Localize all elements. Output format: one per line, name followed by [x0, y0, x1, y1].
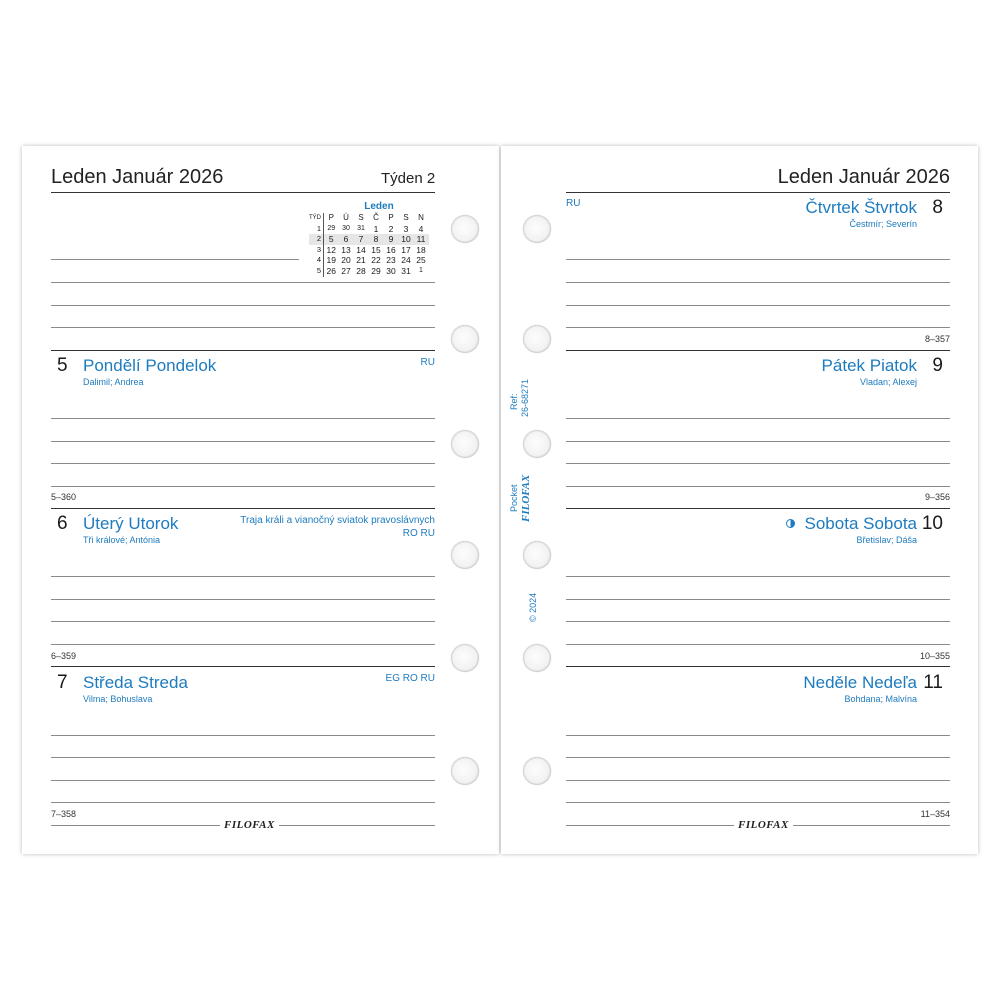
note-line: [566, 599, 950, 600]
size-label: Pocket: [509, 484, 519, 512]
note-line: [566, 576, 950, 577]
mini-calendar-day: 29: [371, 265, 381, 276]
week-number: 3: [309, 245, 324, 256]
day-of-year: 6–359: [51, 651, 77, 661]
binder-hole: [451, 325, 479, 353]
mini-calendar-day: 25: [416, 255, 426, 266]
binder-hole: [523, 325, 551, 353]
note-line: [51, 463, 435, 464]
note-line: [566, 282, 950, 283]
note-line: [51, 418, 435, 419]
note-line: [51, 327, 435, 328]
day-number: 5: [57, 355, 68, 376]
day-separator: [566, 350, 950, 351]
day-name: Pondělí Pondelok: [83, 356, 217, 375]
note-line: [566, 305, 950, 306]
week-number: 2: [309, 234, 324, 245]
note-line: [566, 757, 950, 758]
note-line: [51, 282, 435, 283]
week-label: Týden 2: [381, 170, 436, 187]
mini-calendar-day: 9: [384, 234, 399, 245]
ref-label: Ref:: [509, 393, 519, 410]
note-line: [566, 441, 950, 442]
mini-calendar-day: 30: [342, 224, 350, 232]
day-of-year: 11–354: [920, 809, 950, 819]
mini-calendar-day: 12: [326, 244, 336, 255]
day-number: 11: [923, 672, 943, 693]
note-line: [51, 621, 435, 622]
day-name: Pátek Piatok: [821, 356, 917, 375]
weekday-header: N: [418, 213, 424, 222]
copyright-text: © 2024: [528, 592, 538, 622]
mini-calendar-current-week-row: [309, 234, 429, 245]
country-codes: RU: [566, 198, 581, 209]
day-name: Úterý Utorok: [83, 514, 179, 533]
mini-calendar-week-row: [309, 255, 429, 266]
day-of-year: 10–355: [919, 651, 950, 661]
day-of-year: 7–358: [51, 809, 77, 819]
note-line: [51, 576, 435, 577]
mini-calendar-day: 15: [371, 244, 381, 255]
day-number: 8: [932, 197, 943, 218]
weekday-header: S: [403, 213, 409, 222]
week-number: 1: [309, 224, 324, 235]
mini-calendar-day: 18: [416, 244, 426, 255]
weekday-header: Ú: [343, 213, 349, 222]
note-line: [566, 780, 950, 781]
note-line: [51, 486, 435, 487]
mini-calendar-week-row: [309, 266, 429, 277]
binder-hole: [451, 644, 479, 672]
mini-calendar-day: 7: [354, 234, 369, 245]
mini-calendar-day: 10: [399, 234, 414, 245]
name-days: Čestmír; Severín: [849, 219, 917, 229]
mini-calendar-day: 27: [341, 265, 351, 276]
filofax-logo: FILOFAX: [220, 819, 279, 831]
day-separator: [51, 666, 435, 667]
name-days: Břetislav; Dáša: [856, 535, 917, 545]
day-name: Sobota Sobota: [804, 514, 917, 533]
day-separator: [51, 350, 435, 351]
country-codes: RU: [420, 357, 435, 368]
mini-calendar-day: 8: [369, 234, 384, 245]
binder-hole: [523, 644, 551, 672]
mini-calendar-day: 24: [401, 255, 411, 266]
day-number: 7: [57, 672, 68, 693]
right-month-title: Leden Január 2026: [777, 166, 950, 188]
mini-calendar-day: 13: [341, 244, 351, 255]
note-line: [566, 735, 950, 736]
mini-calendar-day: 2: [388, 223, 394, 234]
mini-calendar-day: 29: [327, 224, 336, 232]
day-name: Čtvrtek Štvrtok: [805, 198, 917, 217]
mini-calendar-day: 31: [401, 265, 411, 276]
note-line: [566, 259, 950, 260]
weekday-header: P: [328, 213, 334, 222]
day-separator: [566, 666, 950, 667]
binder-hole: [451, 215, 479, 243]
day-separator: [566, 508, 950, 509]
mini-calendar-day: 14: [356, 244, 366, 255]
ref-code: 26-68271: [520, 378, 530, 417]
mini-calendar-header-row: [309, 213, 429, 224]
name-days: Tři králové; Antónia: [83, 535, 161, 545]
weekday-header: S: [358, 213, 364, 222]
binder-hole: [523, 757, 551, 785]
note-line: [566, 621, 950, 622]
mini-calendar: [309, 200, 435, 277]
note-line: [51, 441, 435, 442]
holiday-text: Traja králi a vianočný sviatok pravoslávnych: [240, 515, 435, 526]
mini-calendar-day: 17: [401, 244, 411, 255]
mini-calendar-day: 6: [339, 234, 354, 245]
day-name: Neděle Nedeľa: [803, 673, 917, 692]
mini-calendar-day: 4: [418, 223, 424, 234]
mini-calendar-title: Leden: [364, 201, 394, 212]
name-days: Bohdana; Malvína: [844, 694, 917, 704]
binder-hole: [451, 430, 479, 458]
day-name: Středa Streda: [83, 673, 188, 692]
mini-calendar-day: 3: [403, 223, 409, 234]
name-days: Vladan; Alexej: [859, 377, 917, 387]
left-month-title: Leden Január 2026: [51, 166, 224, 188]
note-line: [566, 327, 950, 328]
name-days: Dalimil; Andrea: [83, 377, 144, 387]
binder-hole: [451, 541, 479, 569]
left-header-rule: [51, 192, 435, 193]
spine-filofax-logo: FILOFAX: [520, 474, 532, 522]
right-page: [501, 146, 978, 854]
day-number: 9: [932, 355, 943, 376]
mini-calendar-day: 5: [324, 234, 339, 245]
binder-hole: [523, 541, 551, 569]
right-header-rule: [566, 192, 950, 193]
note-line: [51, 757, 435, 758]
note-line: [566, 486, 950, 487]
note-line: [51, 599, 435, 600]
mini-calendar-day: 21: [356, 255, 366, 266]
mini-calendar-day: 16: [386, 244, 396, 255]
mini-calendar-day: 1: [373, 223, 379, 234]
note-line: [566, 463, 950, 464]
day-separator: [51, 508, 435, 509]
mini-calendar-day: 11: [414, 234, 429, 245]
binder-hole: [523, 215, 551, 243]
moon-phase-icon: [786, 519, 795, 528]
day-of-year: 8–357: [924, 334, 950, 344]
note-line: [566, 644, 950, 645]
note-line: [566, 802, 950, 803]
weekday-header: Č: [373, 213, 379, 222]
day-of-year: 9–356: [924, 492, 950, 502]
day-of-year: 5–360: [51, 492, 77, 502]
week-number: 5: [309, 266, 324, 277]
binder-hole: [523, 430, 551, 458]
binder-hole: [451, 757, 479, 785]
mini-calendar-day: 1: [419, 266, 423, 274]
mini-calendar-day: 22: [371, 255, 381, 266]
day-number: 10: [921, 513, 943, 534]
note-line: [51, 780, 435, 781]
country-codes: RO RU: [402, 528, 435, 539]
note-line: [51, 735, 435, 736]
note-line: [51, 305, 435, 306]
filofax-logo: FILOFAX: [734, 819, 793, 831]
mini-calendar-day: 31: [357, 224, 365, 232]
mini-calendar-day: 30: [386, 265, 396, 276]
note-line: [566, 418, 950, 419]
name-days: Vilma; Bohuslava: [83, 694, 153, 704]
mini-calendar-day: 20: [341, 255, 351, 266]
day-number: 6: [57, 513, 68, 534]
mini-calendar-day: 28: [356, 265, 366, 276]
mini-calendar-day: 23: [386, 255, 396, 266]
note-line: [51, 259, 299, 260]
mini-calendar-grid: [309, 213, 429, 277]
mini-calendar-week-row: [309, 224, 429, 235]
week-number: 4: [309, 255, 324, 266]
weekday-header: P: [388, 213, 394, 222]
mini-calendar-week-row: [309, 245, 429, 256]
note-line: [51, 644, 435, 645]
week-col-header: TÝD: [309, 213, 324, 224]
country-codes: EG RO RU: [385, 673, 435, 684]
mini-calendar-day: 19: [326, 255, 336, 266]
mini-calendar-day: 26: [326, 265, 336, 276]
note-line: [51, 802, 435, 803]
